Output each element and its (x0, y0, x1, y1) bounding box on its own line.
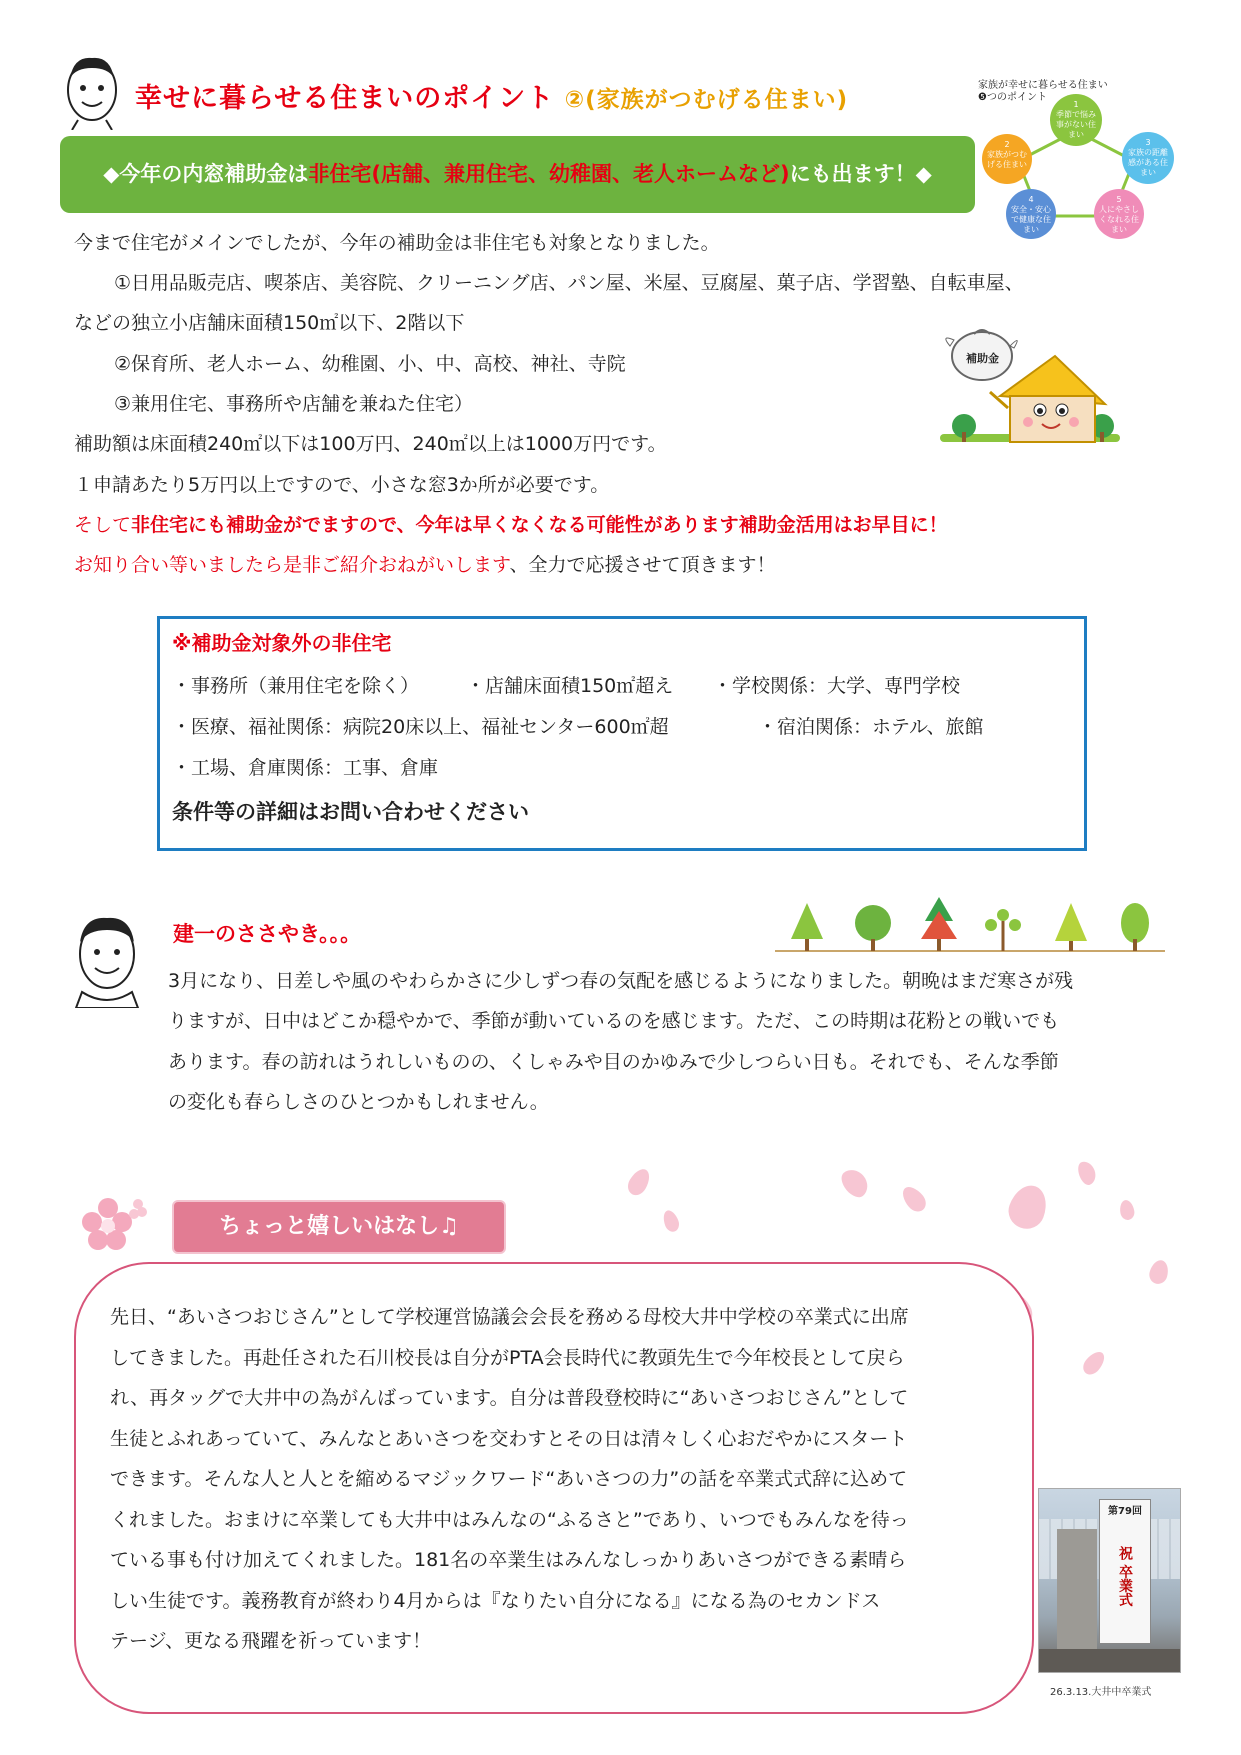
body-line-red-1: そして非住宅にも補助金がでますので、今年は早くなくなる可能性があります補助金活用はお早目に！ (74, 514, 948, 536)
story-tab-label: ちょっと嬉しいはなし♫ (219, 1214, 459, 1239)
exclusion-item-store: ・店舗床面積150㎡超え (466, 675, 674, 697)
mascot-bag-label: 補助金 (966, 352, 999, 365)
title-main: 幸せに暮らせる住まいのポイント (135, 83, 555, 114)
exclusion-item-factory: ・工場、倉庫関係：工事、倉庫 (172, 757, 439, 779)
story-line: れ、再タッグで大井中の為がんばっています。自分は普段登校時に“あいさつおじさん”として (110, 1387, 909, 1409)
story-line: ている事も付け加えてくれました。181名の卒業生はみんなしっかりあいさつができる素晴ら (110, 1549, 907, 1571)
exclusion-item-medical: ・医療、福祉関係：病院20床以上、福祉センター600㎡超 (172, 716, 669, 738)
petal-icon (837, 1164, 873, 1201)
body-line-red-2: お知り合い等いましたら是非ご紹介おねがいします、全力で応援させて頂きます！ (74, 554, 776, 576)
section2-title: 建一のささやき。。。 (173, 922, 362, 946)
subsidy-banner-text: ◆今年の内窓補助金は非住宅(店舗、兼用住宅、幼稚園、老人ホームなど)にも出ます！◆ (103, 162, 932, 186)
story-line: 先日、“あいさつおじさん”として学校運営協議会会長を務める母校大井中学校の卒業式に出席 (110, 1306, 909, 1328)
exclusion-item-lodging: ・宿泊関係：ホテル、旅館 (758, 716, 984, 738)
diagram-item-1: 1 季節で悩み事がない住まい (1050, 94, 1102, 146)
body-line-7: １申請あたり5万円以上ですので、小さな窓3か所が必要です。 (74, 474, 610, 496)
graduation-photo (1038, 1488, 1181, 1673)
petal-icon (624, 1165, 654, 1198)
diagram-item-4: 4 安全・安心で健康な住まい (1006, 189, 1056, 239)
section2-line-1: 3月になり、日差しや風のやわらかさに少しずつ春の気配を感じるようになりました。朝晩はまだ寒さが残 (168, 970, 1074, 992)
banner-highlight: 非住宅(店舗、兼用住宅、幼稚園、老人ホームなど) (308, 162, 790, 186)
section2-line-3: あります。春の訪れはうれしいものの、くしゃみや目のかゆみで少しつらい日も。それでも、そんな季節 (168, 1051, 1059, 1073)
petal-icon (1147, 1258, 1171, 1286)
photo-sign-main: 祝 卒業式 (1117, 1545, 1133, 1607)
diagram-item-2: 2 家族がつむげる住まい (982, 134, 1032, 184)
points-diagram (972, 76, 1182, 241)
story-line: テージ、更なる飛躍を祈っています！ (110, 1630, 432, 1652)
body-line-6: 補助額は床面積240㎡以下は100万円、240㎡以上は1000万円です。 (74, 433, 667, 455)
subsidy-mascot-icon (940, 326, 1120, 466)
exclusion-footer: 条件等の詳細はお問い合わせください (172, 800, 529, 824)
story-line: しい生徒です。義務教育が終わり4月からは『なりたい自分になる』になる為のセカンドス (110, 1590, 881, 1612)
author-portrait-icon-2 (68, 908, 146, 1008)
petal-icon (661, 1208, 682, 1233)
page-title (135, 76, 848, 115)
photo-caption: 26.3.13.大井中卒業式 (1050, 1687, 1152, 1698)
petal-icon (898, 1182, 930, 1215)
tree-row-icon (775, 895, 1165, 955)
author-portrait-icon (58, 50, 126, 130)
body-line-1: 今まで住宅がメインでしたが、今年の補助金は非住宅も対象となりました。 (74, 232, 720, 254)
exclusion-item-office: ・事務所（兼用住宅を除く） (172, 675, 420, 697)
petal-icon (1080, 1348, 1109, 1378)
title-sub: ②(家族がつむげる住まい) (564, 87, 849, 113)
story-line: 生徒とふれあっていて、みんなとあいさつを交わすとその日は清々しく心おだやかにスタート (110, 1428, 908, 1450)
body-line-2: ①日用品販売店、喫茶店、美容院、クリーニング店、パン屋、米屋、豆腐屋、菓子店、学習塾、自転車屋、 (114, 272, 1024, 294)
section2-line-4: の変化も春らしさのひとつかもしれません。 (168, 1091, 549, 1113)
diagram-title: 家族が幸せに暮らせる住まい (978, 80, 1108, 91)
sakura-flower-icon (68, 1192, 148, 1262)
body-line-4: ②保育所、老人ホーム、幼稚園、小、中、高校、神社、寺院 (114, 353, 626, 375)
petal-icon (1118, 1199, 1135, 1221)
section2-line-2: りますが、日中はどこか穏やかで、季節が動いているのを感じます。ただ、この時期は花粉との戦いでも (168, 1010, 1060, 1032)
exclusion-item-school: ・学校関係：大学、専門学校 (713, 675, 961, 697)
petal-icon (1004, 1180, 1053, 1234)
diagram-item-5: 5 人にやさしくなれる住まい (1094, 189, 1144, 239)
photo-sign-top: 第79回 (1108, 1506, 1142, 1517)
story-line: できます。そんな人と人とを縮めるマジックワード“あいさつの力”の話を卒業式式辞に込めて (110, 1468, 908, 1490)
body-line-3: などの独立小店舗床面積150㎡以下、2階以下 (74, 312, 465, 334)
story-line: くれました。おまけに卒業しても大井中はみんなの“ふるさと”であり、いつでもみんなを待っ (110, 1509, 909, 1531)
diagram-subtitle: ❺つのポイント (978, 92, 1047, 103)
diagram-item-3: 3 家族の距離感がある住まい (1122, 132, 1174, 184)
body-line-5: ③兼用住宅、事務所や店舗を兼ねた住宅） (114, 393, 474, 415)
exclusion-title: ※補助金対象外の非住宅 (172, 631, 392, 655)
petal-icon (1075, 1159, 1098, 1187)
story-line: してきました。再赴任された石川校長は自分がPTA会長時代に教頭先生で今年校長として戻ら (110, 1347, 905, 1369)
